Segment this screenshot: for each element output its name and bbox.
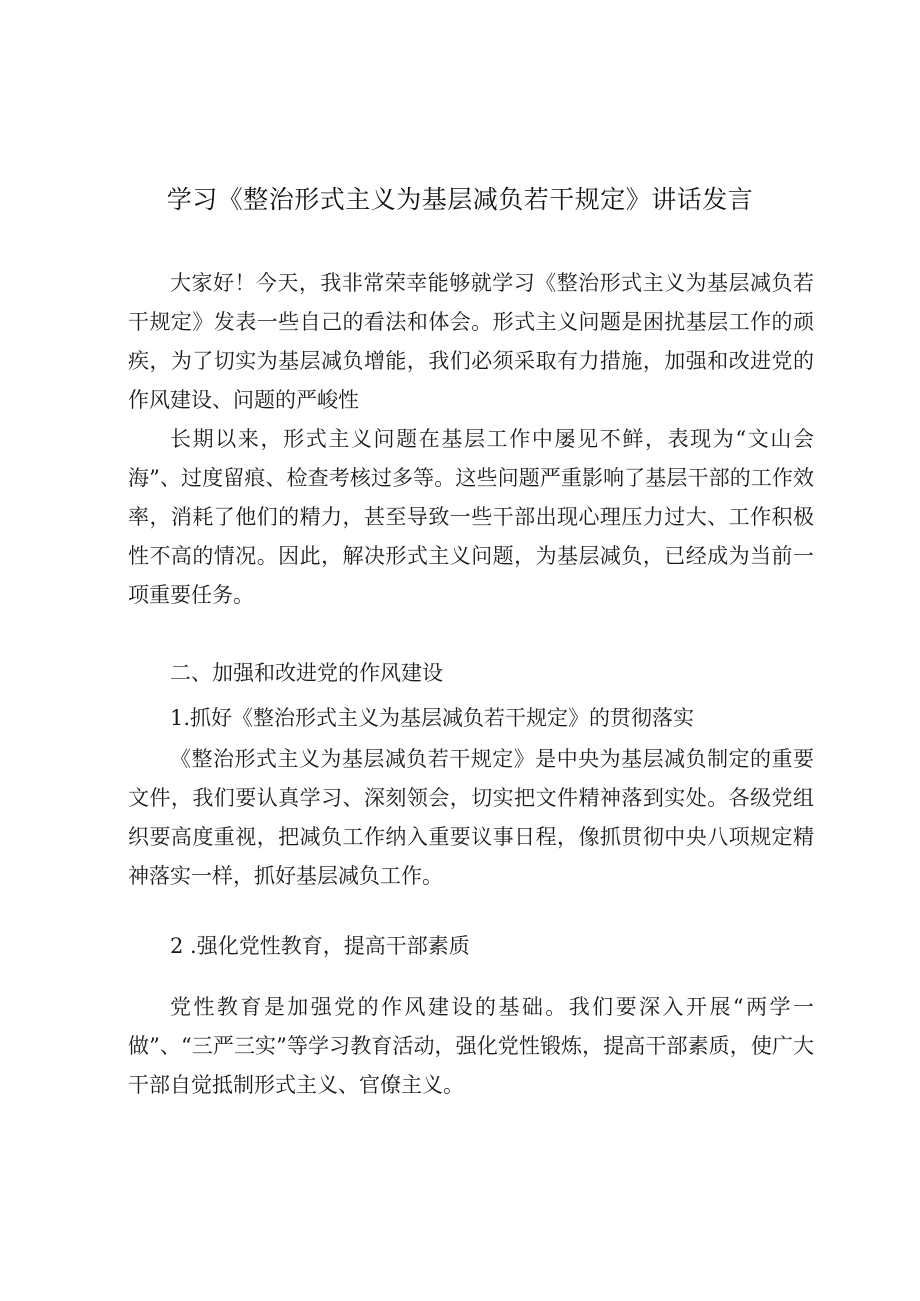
paragraph-problem: 长期以来，形式主义问题在基层工作中屡见不鲜，表现为“文山会海”、过度留痕、检查考核过多等。这些问题严重影响了基层干部的工作效率，消耗了他们的精力，甚至导致一些干部出现心理压力过大、工作积极性不高的情况。因此，解决形式主义问题，为基层减负，已经成为当前一项重要任务。: [128, 427, 814, 607]
document-title: 学习《整治形式主义为基层减负若干规定》讲话发言: [166, 185, 754, 214]
paragraph-item-two: 党性教育是加强党的作风建设的基础。我们要深入开展“两学一做”、“三严三实”等学习教育活动，强化党性锻炼，提高干部素质，使广大干部自觉抵制形式主义、官僚主义。: [128, 995, 814, 1097]
section-heading-two: 二、加强和改进党的作风建设: [170, 661, 443, 685]
item-heading-two: 2 .强化党性教育，提高干部素质: [170, 934, 470, 958]
item-heading-one: 1.抓好《整治形式主义为基层减负若干规定》的贯彻落实: [170, 706, 695, 730]
paragraph-item-one: 《整治形式主义为基层减负若干规定》是中央为基层减负制定的重要文件，我们要认真学习、深刻领会，切实把文件精神落到实处。各级党组织要高度重视，把减负工作纳入重要议事日程，像抓贯彻中央八项规定精神落实一样，抓好基层减负工作。: [128, 747, 814, 888]
paragraph-intro: 大家好！今天，我非常荣幸能够就学习《整治形式主义为基层减负若干规定》发表一些自己的看法和体会。形式主义问题是困扰基层工作的顽疾，为了切实为基层减负增能，我们必须采取有力措施，加强和改进党的作风建设、问题的严峻性: [128, 271, 814, 412]
